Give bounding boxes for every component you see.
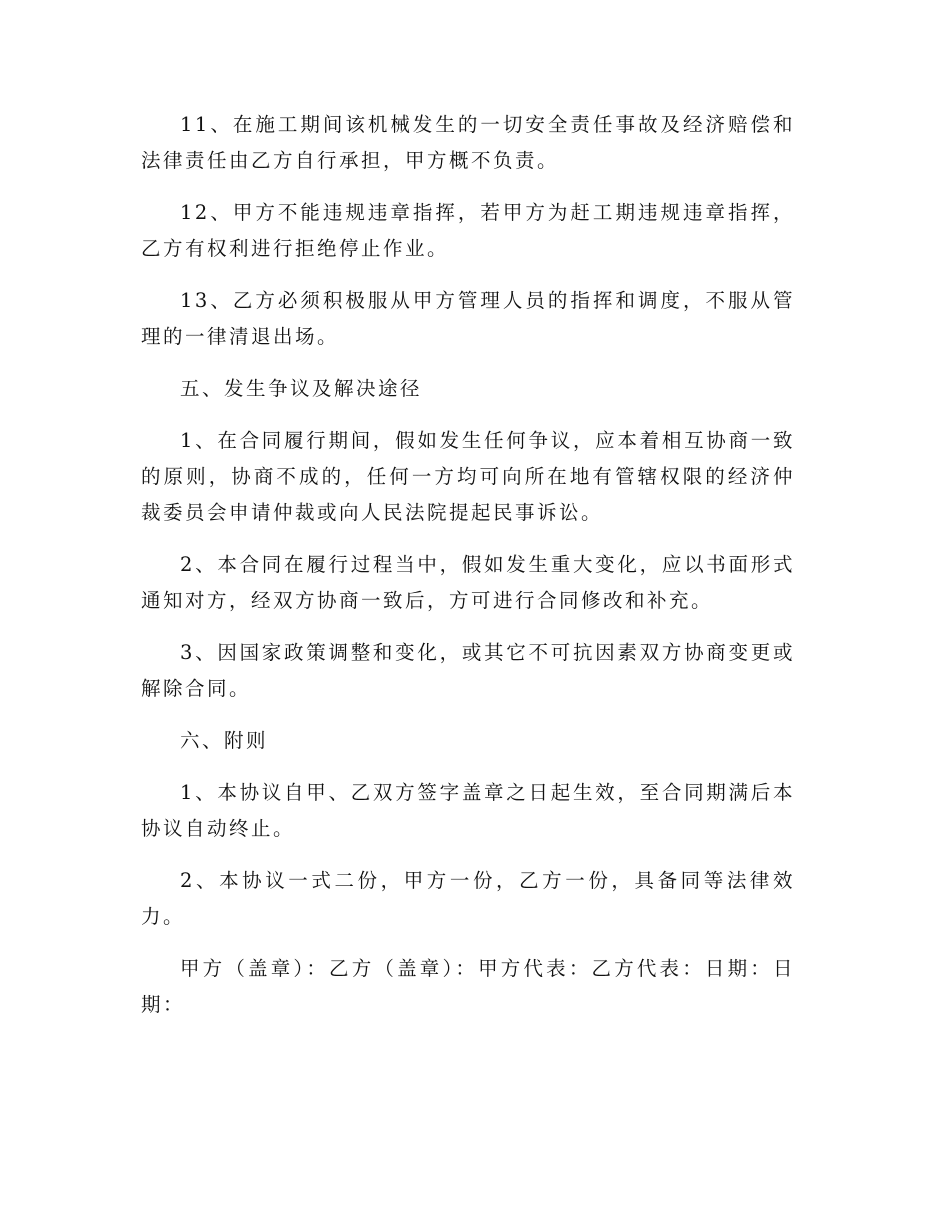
dispute-clause-3: 3、因国家政策调整和变化，或其它不可抗因素双方协商变更或解除合同。 [141, 641, 795, 700]
dispute-clause-1: 1、在合同履行期间，假如发生任何争议，应本着相互协商一致的原则，协商不成的，任何一方均可向所在地有管辖权限的经济仲裁委员会申请仲裁或向人民法院提起民事诉讼。 [141, 429, 795, 524]
clause-12: 12、甲方不能违规违章指挥，若甲方为赶工期违规违章指挥，乙方有权利进行拒绝停止作业。 [141, 201, 795, 260]
dispute-clause-2: 2、本合同在履行过程当中，假如发生重大变化，应以书面形式通知对方，经双方协商一致后，方可进行合同修改和补充。 [141, 553, 795, 612]
supplementary-clause-1: 1、本协议自甲、乙双方签字盖章之日起生效，至合同期满后本协议自动终止。 [141, 781, 795, 840]
clause-11: 11、在施工期间该机械发生的一切安全责任事故及经济赔偿和法律责任由乙方自行承担，甲方概不负责。 [141, 113, 795, 172]
section-heading-disputes: 五、发生争议及解决途径 [180, 377, 423, 400]
section-heading-supplementary: 六、附则 [180, 729, 269, 752]
supplementary-clause-2: 2、本协议一式二份，甲方一份，乙方一份，具备同等法律效力。 [141, 869, 795, 928]
clause-13: 13、乙方必须积极服从甲方管理人员的指挥和调度，不服从管理的一律清退出场。 [141, 289, 795, 348]
signature-line: 甲方（盖章）：乙方（盖章）：甲方代表：乙方代表：日期：日期： [141, 957, 795, 1016]
